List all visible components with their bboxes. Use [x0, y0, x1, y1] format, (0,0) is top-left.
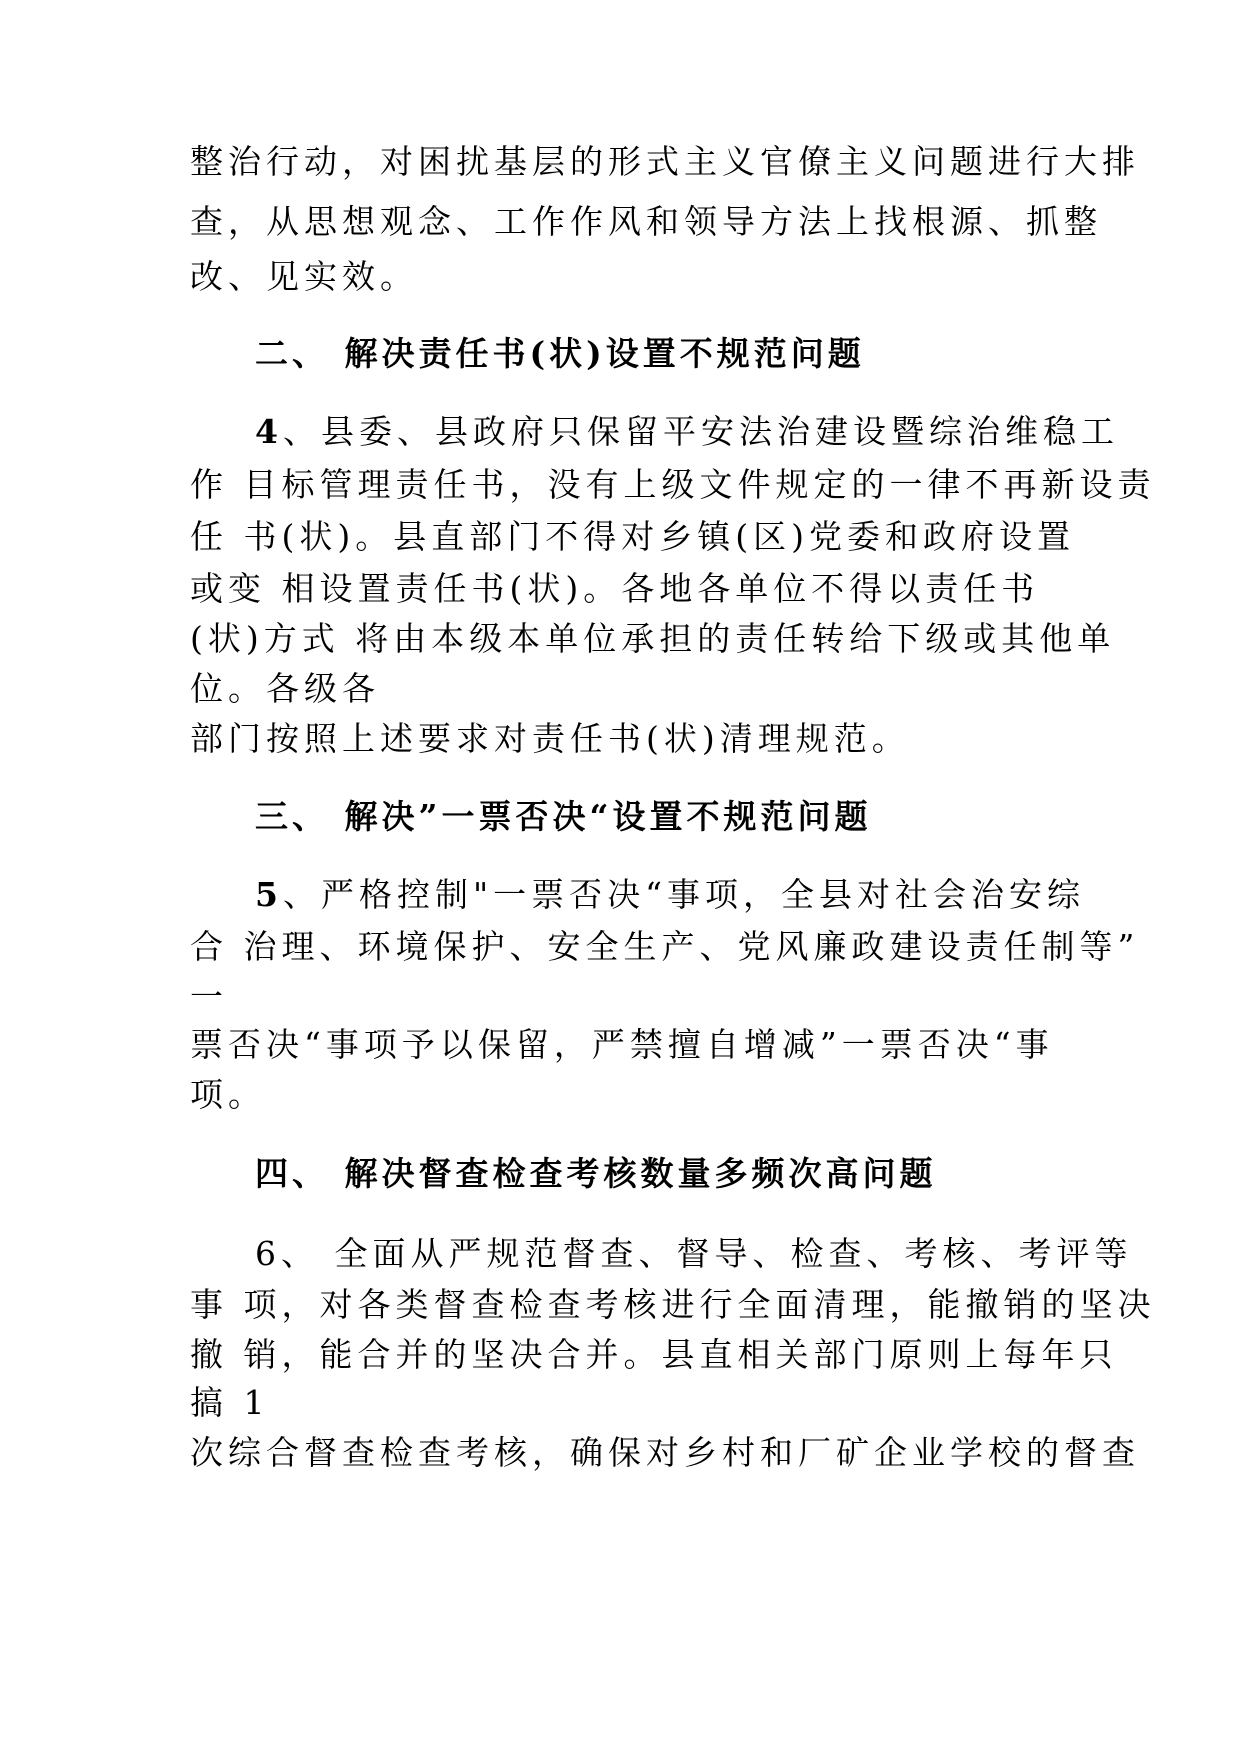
paragraph-line: 任 书(状)。县直部门不得对乡镇(区)党委和政府设置 [190, 517, 1075, 556]
section-heading-2: 二、 解决责任书(状)设置不规范问题 [255, 334, 865, 373]
paragraph-line [255, 875, 1086, 914]
paragraph-line: 整治行动，对困扰基层的形式主义官僚主义问题进行大排 [190, 142, 1140, 181]
paragraph-line: 事 项，对各类督查检查考核进行全面清理，能撤销的坚决 [190, 1285, 1156, 1324]
paragraph-text: 、严格控制"一票否决“事项，全县对社会治安综 [282, 875, 1086, 914]
paragraph-line: 撤 销，能合并的坚决合并。县直相关部门原则上每年只 [190, 1335, 1118, 1374]
paragraph-line: 或变 相设置责任书(状)。各地各单位不得以责任书 [190, 569, 1040, 608]
paragraph-line: 合 治理、环境保护、安全生产、党风廉政建设责任制等” [190, 927, 1140, 966]
section-heading-3: 三、 解决”一票否决“设置不规范问题 [255, 797, 872, 836]
item-number: 5 [255, 875, 283, 914]
paragraph-line: 搞 1 [190, 1383, 270, 1422]
paragraph-line: 部门按照上述要求对责任书(状)清理规范。 [190, 719, 910, 758]
paragraph-line: 改、见实效。 [190, 257, 418, 296]
paragraph-line: 次综合督查检查考核，确保对乡村和厂矿企业学校的督查 [190, 1433, 1140, 1472]
item-number: 4 [255, 412, 283, 451]
paragraph-line [255, 412, 1119, 451]
paragraph-line: (状)方式 将由本级本单位承担的责任转给下级或其他单 [190, 619, 1116, 658]
paragraph-line: 查，从思想观念、工作作风和领导方法上找根源、抓整 [190, 202, 1102, 241]
section-heading-4: 四、 解决督查检查考核数量多频次高问题 [255, 1154, 937, 1193]
paragraph-line: 位。各级各 [190, 669, 380, 708]
paragraph-line: 票否决“事项予以保留，严禁擅自增减”一票否决“事 [190, 1025, 1054, 1064]
paragraph-line: 项。 [190, 1075, 266, 1114]
paragraph-line: 一 [190, 977, 228, 1016]
paragraph-line: 作 目标管理责任书，没有上级文件规定的一律不再新设责 [190, 465, 1156, 504]
paragraph-text: 、县委、县政府只保留平安法治建设暨综治维稳工 [282, 412, 1119, 451]
paragraph-line: 6、 全面从严规范督查、督导、检查、考核、考评等 [255, 1234, 1133, 1273]
